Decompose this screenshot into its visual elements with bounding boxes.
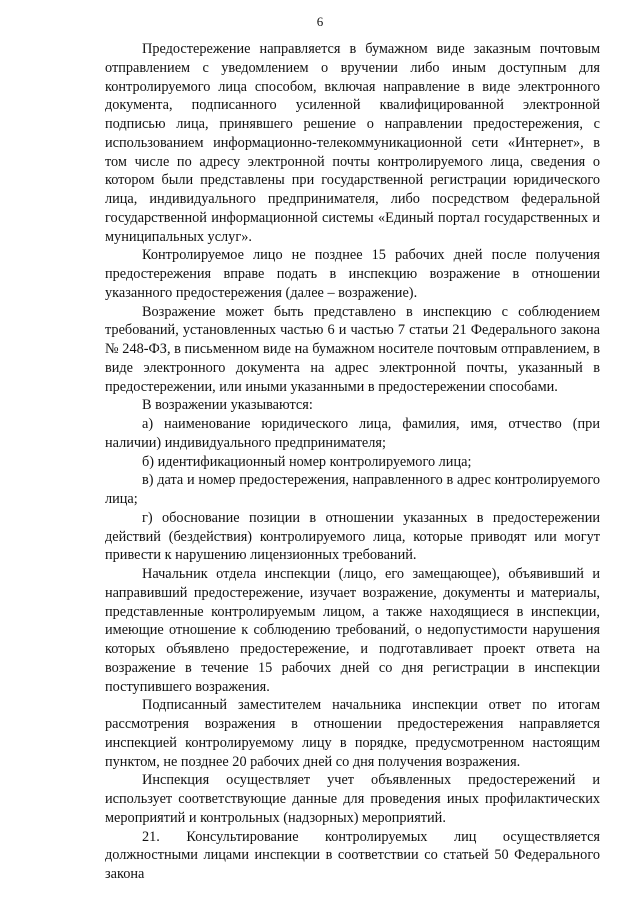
list-item-c: в) дата и номер предостережения, направленного в адрес контролируемого лица;	[105, 472, 600, 507]
paragraph-objection-response: Подписанный заместителем начальника инспекции ответ по итогам рассмотрения возражения в отношении предостережения направляется инспекцией контролируемому лицу в порядке, предусмотренном настоящим пунктом, не позднее 20 рабочих дней со дня получения возражения.	[105, 697, 600, 770]
document-body	[105, 40, 600, 884]
paragraph-objection-deadline: Контролируемое лицо не позднее 15 рабочих дней после получения предостережения вправе подать в инспекцию возражение в отношении указанного предостережения (далее – возражение).	[105, 247, 600, 301]
list-item-d: г) обоснование позиции в отношении указанных в предостережении действий (бездействия) контролируемого лица, которые приводят или могут привести к нарушению лицензионных требований.	[105, 509, 600, 564]
list-item-b: б) идентификационный номер контролируемого лица;	[142, 453, 472, 470]
paragraph-objection-contents-intro: В возражении указываются:	[142, 397, 313, 414]
paragraph-warning-delivery: Предостережение направляется в бумажном виде заказным почтовым отправлением с уведомлением о вручении либо иным доступным для контролируемого лица способом, включая направление в виде электронного документа, подписанного усиленной квалифицированной электронной подписью лица, принявшего решение о направлении предостережения, с использованием информационно-телекоммуникационной сети «Интернет», в том числе по адресу электронной почты контролируемого лица, сведения о котором были представлены при государственной регистрации юридического лица, индивидуального предпринимателя, либо посредством федеральной государственной информационной системы «Единый портал государственных и муниципальных услуг».	[105, 41, 600, 245]
page-number: 6	[316, 14, 324, 29]
paragraph-consulting-21: 21. Консультирование контролируемых лиц осуществляется должностными лицами инспекции в соответствии со статьей 50 Федерального закона	[105, 828, 600, 882]
paragraph-objection-review: Начальник отдела инспекции (лицо, его замещающее), объявивший и направивший предостережение, изучает возражение, документы и материалы, представленные контролируемым лицом, а также находящиеся в инспекции, имеющие отношение к соблюдению требований, о недопустимости нарушения которых объявлено предостережение, и подготавливает проект ответа на возражение в течение 15 рабочих дней со дня регистрации в инспекции поступившего возражения.	[105, 566, 600, 695]
paragraph-objection-submission: Возражение может быть представлено в инспекцию с соблюдением требований, установленных частью 6 и частью 7 статьи 21 Федерального закона № 248-ФЗ, в письменном виде на бумажном носителе почтовым отправлением, в виде электронного документа на адрес электронной почты, указанный в предостережении, или иными указанными в предостережении способами.	[105, 303, 600, 395]
paragraph-warning-accounting: Инспекция осуществляет учет объявленных предостережений и использует соответствующие данные для проведения иных профилактических мероприятий и контрольных (надзорных) мероприятий.	[105, 772, 600, 826]
list-item-a: а) наименование юридического лица, фамилия, имя, отчество (при наличии) индивидуального предпринимателя;	[105, 416, 600, 451]
